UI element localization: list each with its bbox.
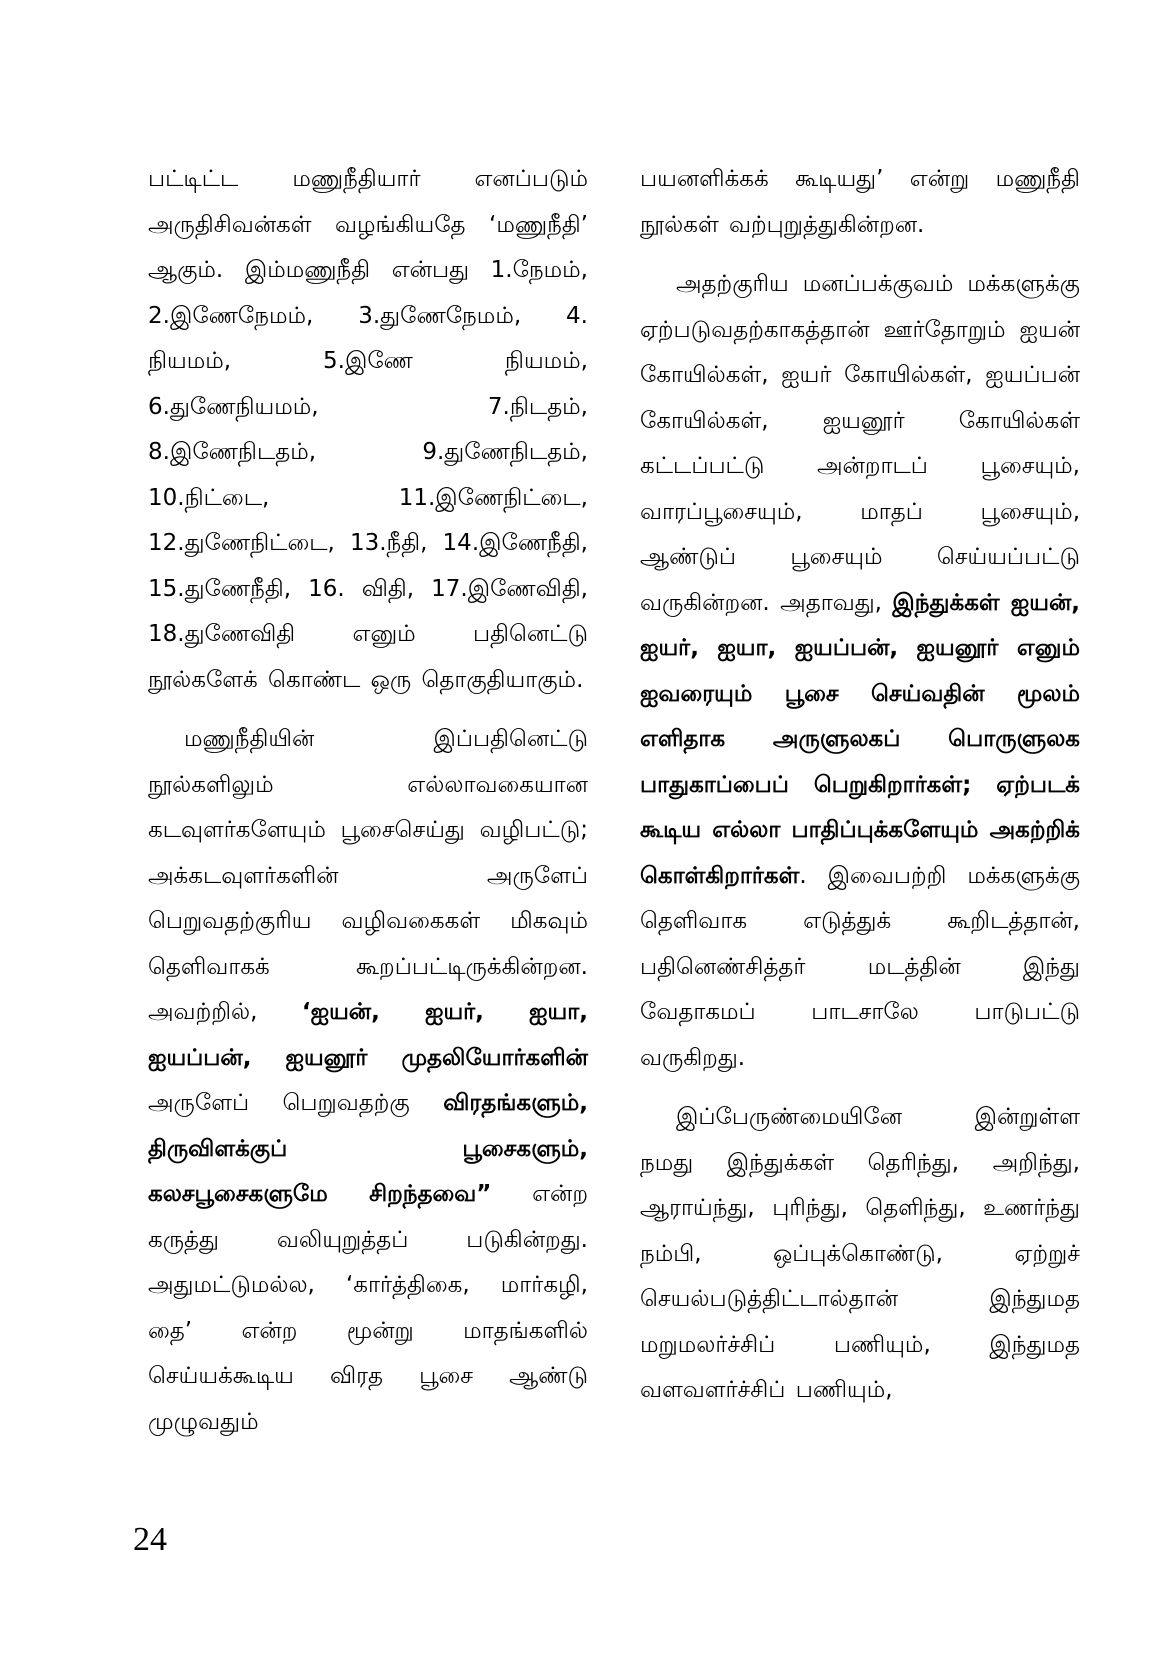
- paragraph-benefit-continuation: [640, 157, 1080, 248]
- paragraph-manu-niti-books: [148, 157, 588, 703]
- body-text: என்ற கருத்து வலியுறுத்தப் படுகின்றது. அதுமட்டுமல்ல, ‘கார்த்திகை, மார்கழி, தை’ என்ற மூன்று மாதங்களில் செய்யக்கூடிய விரத பூசை ஆண்டு முழுவதும்: [148, 1181, 588, 1435]
- body-text: பட்டிட்ட மணுநீதியார் எனப்படும் அருதிசிவன்கள் வழங்கியதே ‘மணுநீதி’ ஆகும். இம்மணுநீதி என்பது 1.நேமம், 2.இணேநேமம், 3.துணேநேமம், 4. நியமம், 5.இணே நியமம், 6.துணேநியமம், 7.நிடதம், 8.இணேநிடதம், 9.துணேநிடதம், 10.நிட்டை, 11.இணேநிட்டை, 12.துணேநிட்டை, 13.நீதி, 14.இணேநீதி, 15.துணேநீதி, 16. விதி, 17.இணேவிதி, 18.துணேவிதி எனும் பதினெட்டு நூல்களேக் கொண்ட ஒரு தொகுதியாகும்.: [148, 166, 588, 693]
- emphasized-text: இந்துக்கள் ஐயன், ஐயர், ஐயா, ஐயப்பன், ஐயனூர் எனும் ஐவரையும் பூசை செய்வதின் மூலம் எளிதாக அருளுலகப் பொருளுலக பாதுகாப்பைப் பெறுகிறார்கள்; ஏற்படக் கூடிய எல்லா பாதிப்புக்களேயும் அகற்றிக் கொள்கிறார்கள்: [640, 589, 1080, 889]
- emphasized-text: ‘ஐயன், ஐயர், ஐயா, ஐயப்பன், ஐயனூர் முதலியோர்களின்: [148, 999, 588, 1071]
- body-text: அதற்குரிய மனப்பக்குவம் மக்களுக்கு ஏற்படுவதற்காகத்தான் ஊர்தோறும் ஐயன் கோயில்கள், ஐயர் கோயில்கள், ஐயப்பன் கோயில்கள், ஐயனூர் கோயில்கள் கட்டப்பட்டு அன்றாடப் பூசையும், வாரப்பூசையும், மாதப் பூசையும், ஆண்டுப் பூசையும் செய்யப்பட்டு வருகின்றன. அதாவது,: [640, 271, 1080, 616]
- body-text: பயனளிக்கக் கூடியது’ என்று மணுநீதி நூல்கள் வற்புறுத்துகின்றன.: [640, 166, 1080, 238]
- left-column: [148, 157, 588, 1459]
- emphasized-text: விரதங்களும், திருவிளக்குப் பூசைகளும், கலசபூசைகளுமே சிறந்தவை”: [148, 1090, 588, 1207]
- body-text: அருளேப் பெறுவதற்கு: [148, 1090, 444, 1116]
- paragraph-temples-and-worship: [640, 262, 1080, 1081]
- paragraph-hindu-revival: [640, 1095, 1080, 1414]
- body-text: . இவைபற்றி மக்களுக்கு தெளிவாக எடுத்துக் கூறிடத்தான், பதினெண்சித்தர் மடத்தின் இந்து வேதாகமப் பாடசாலே பாடுபட்டு வருகிறது.: [640, 862, 1080, 1071]
- right-column: [640, 157, 1080, 1428]
- body-text: இப்பேருண்மையினே இன்றுள்ள நமது இந்துக்கள் தெரிந்து, அறிந்து, ஆராய்ந்து, புரிந்து, தெளிந்து, உணர்ந்து நம்பி, ஒப்புக்கொண்டு, ஏற்றுச் செயல்படுத்திட்டால்தான் இந்துமத மறுமலர்ச்சிப் பணியும், இந்துமத வளவளர்ச்சிப் பணியும்,: [640, 1104, 1080, 1403]
- paragraph-worship-methods: [148, 717, 588, 1445]
- body-text: மணுநீதியின் இப்பதினெட்டு நூல்களிலும் எல்லாவகையான கடவுளர்களேயும் பூசைசெய்து வழிபட்டு; அக்கடவுளர்களின் அருளேப் பெறுவதற்குரிய வழிவகைகள் மிகவும் தெளிவாகக் கூறப்பட்டிருக்கின்றன. அவற்றில்,: [148, 726, 588, 1025]
- page-number: 24: [133, 1521, 167, 1558]
